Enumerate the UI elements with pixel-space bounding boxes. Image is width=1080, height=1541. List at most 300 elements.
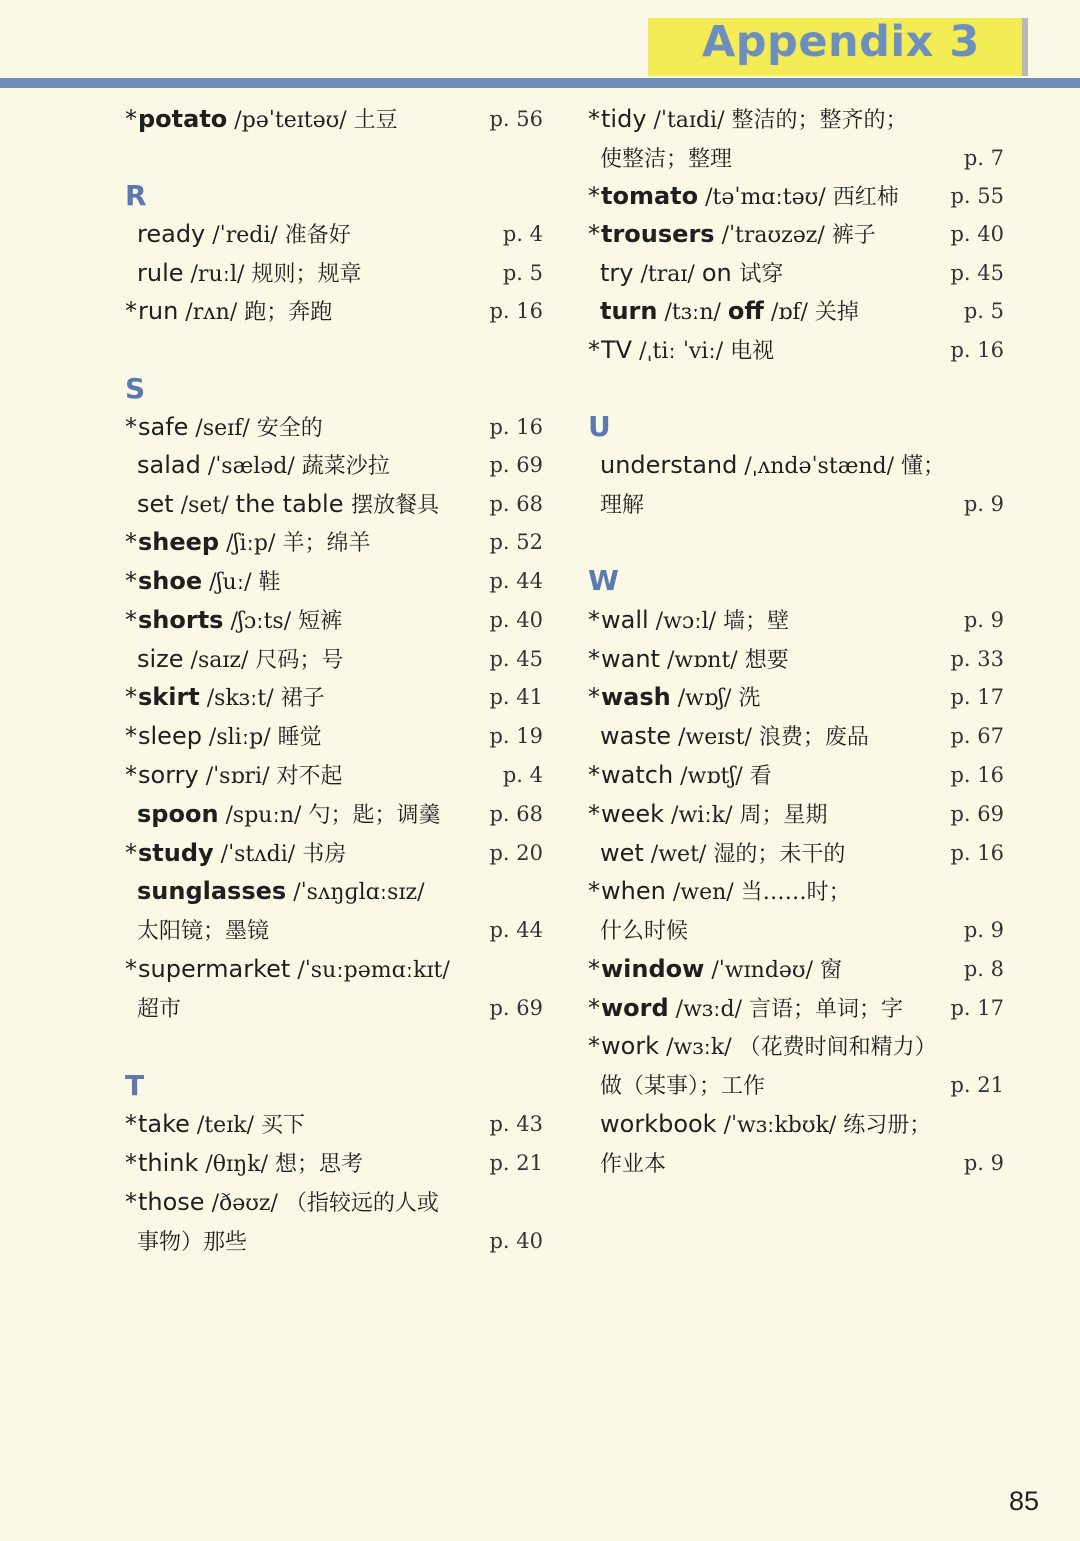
entry-text xyxy=(125,1223,247,1261)
core-word-asterisk: * xyxy=(125,606,137,634)
core-word-asterisk: * xyxy=(125,105,137,133)
page-reference: p. 20 xyxy=(489,841,543,865)
entry-text xyxy=(588,140,732,178)
entry-text xyxy=(125,524,370,562)
page-reference: p. 7 xyxy=(963,146,1004,170)
headword: sleep xyxy=(138,722,202,750)
headword: understand xyxy=(600,451,738,479)
entry-text xyxy=(125,873,425,911)
core-word-asterisk: * xyxy=(588,105,600,133)
glossary-entry xyxy=(125,409,543,445)
chinese-meaning: 什么时候 xyxy=(600,919,689,944)
glossary-entry xyxy=(588,178,1004,214)
phonetic: /ˌtiː ˈviː/ xyxy=(632,339,731,364)
chinese-meaning: 裙子 xyxy=(280,686,325,711)
chinese-meaning: 太阳镜；墨镜 xyxy=(137,919,270,944)
entry-text xyxy=(588,293,859,331)
phonetic: /wen/ xyxy=(665,880,741,905)
glossary-entry xyxy=(588,332,1004,368)
entry-continuation xyxy=(125,990,543,1026)
page-reference: p. 16 xyxy=(950,841,1004,865)
page-reference: p. 21 xyxy=(950,1073,1004,1097)
chinese-meaning: 规则；规章 xyxy=(251,262,362,287)
core-word-asterisk: * xyxy=(588,606,600,634)
glossary-entry xyxy=(125,563,543,599)
headword: spoon xyxy=(137,800,219,828)
chinese-meaning: 想要 xyxy=(744,648,789,673)
headword: workbook xyxy=(600,1110,717,1138)
glossary-entry xyxy=(588,101,1004,137)
chinese-meaning: （指较远的人或 xyxy=(284,1191,439,1216)
entry-text xyxy=(588,216,876,254)
entry-text xyxy=(588,332,774,370)
chinese-meaning: 短裤 xyxy=(298,609,343,634)
phonetic: /ˈtraʊzəz/ xyxy=(714,223,832,248)
section-letter-text: S xyxy=(125,372,146,405)
page-reference: p. 52 xyxy=(489,530,543,554)
glossary-entry xyxy=(125,447,543,483)
entry-text xyxy=(125,563,281,601)
chinese-meaning: （花费时间和精力） xyxy=(738,1035,937,1060)
entry-text xyxy=(588,1028,937,1066)
entry-text xyxy=(125,1145,363,1183)
phonetic: /spuːn/ xyxy=(218,803,309,828)
headword: waste xyxy=(600,722,672,750)
entry-text xyxy=(125,796,440,834)
headword: tidy xyxy=(601,105,647,133)
chinese-meaning: 湿的；未干的 xyxy=(713,842,846,867)
glossary-entry xyxy=(125,679,543,715)
glossary-entry xyxy=(125,293,543,329)
page-reference: p. 69 xyxy=(489,996,543,1020)
core-word-asterisk: * xyxy=(125,683,137,711)
entry-text xyxy=(125,641,343,679)
headword: shorts xyxy=(138,606,224,634)
phonetic: /ˈsʌŋɡlɑːsɪz/ xyxy=(286,880,425,905)
phonetic: /weɪst/ xyxy=(671,725,759,750)
entry-continuation xyxy=(125,912,543,948)
headword: potato xyxy=(138,105,228,133)
chinese-meaning: 整洁的；整齐的； xyxy=(731,108,908,133)
chinese-meaning: 周；星期 xyxy=(739,803,828,828)
page-reference: p. 68 xyxy=(489,802,543,826)
page-reference: p. 9 xyxy=(963,608,1004,632)
headword: those xyxy=(138,1188,205,1216)
headword: wash xyxy=(601,683,671,711)
entry-text xyxy=(588,912,688,950)
section-letter xyxy=(125,178,543,214)
headword: set xyxy=(137,490,174,518)
glossary-entry xyxy=(588,447,1004,483)
phonetic: /ˈredi/ xyxy=(205,223,285,248)
page-reference: p. 4 xyxy=(502,222,543,246)
entry-continuation xyxy=(588,486,1004,522)
chinese-meaning: 摆放餐具 xyxy=(351,493,440,518)
chinese-meaning: 墙；壁 xyxy=(723,609,790,634)
phonetic: /ˈwɜːkbʊk/ xyxy=(716,1113,844,1138)
phonetic: /ʃɔːts/ xyxy=(223,609,299,634)
page-reference: p. 40 xyxy=(950,222,1004,246)
headword: take xyxy=(138,1110,190,1138)
entry-text xyxy=(125,757,343,795)
glossary-entry xyxy=(588,951,1004,987)
entry-text xyxy=(588,447,945,485)
glossary-entry xyxy=(588,718,1004,754)
glossary-entry xyxy=(588,835,1004,871)
phonetic: /ˈsɒri/ xyxy=(198,764,277,789)
chinese-meaning: 试穿 xyxy=(739,262,784,287)
entry-text xyxy=(588,873,851,911)
chinese-meaning: 超市 xyxy=(137,997,182,1022)
glossary-entry xyxy=(125,796,543,832)
chinese-meaning: 洗 xyxy=(738,686,761,711)
chinese-meaning: 理解 xyxy=(600,493,645,518)
section-letter xyxy=(588,409,1004,445)
page-reference: p. 4 xyxy=(502,763,543,787)
glossary-entry xyxy=(125,951,543,987)
phonetic: /traɪ/ xyxy=(633,262,702,287)
chinese-meaning: 勺；匙；调羹 xyxy=(308,803,441,828)
glossary-entry xyxy=(588,990,1004,1026)
phonetic: /wɒnt/ xyxy=(659,648,745,673)
headword: run xyxy=(138,297,179,325)
headword: wall xyxy=(601,606,649,634)
section-letter xyxy=(588,563,1004,599)
core-word-asterisk: * xyxy=(125,761,137,789)
phonetic: /wet/ xyxy=(643,842,714,867)
headword: turn xyxy=(600,297,658,325)
headword: sorry xyxy=(138,761,199,789)
phonetic: /ɒf/ xyxy=(763,300,815,325)
page-reference: p. 21 xyxy=(489,1151,543,1175)
headword: sheep xyxy=(138,528,220,556)
phonetic: /ʃiːp/ xyxy=(219,531,283,556)
phonetic: /ˈstʌdi/ xyxy=(213,842,303,867)
glossary-entry xyxy=(588,796,1004,832)
core-word-asterisk: * xyxy=(588,645,600,673)
entry-text xyxy=(588,101,908,139)
core-word-asterisk: * xyxy=(125,839,137,867)
phonetic: /təˈmɑːtəʊ/ xyxy=(698,185,833,210)
entry-text xyxy=(588,602,789,640)
entry-text xyxy=(125,216,351,254)
chinese-meaning: 书房 xyxy=(302,842,347,867)
page-number: 85 xyxy=(1009,1486,1040,1516)
page-reference: p. 41 xyxy=(489,685,543,709)
chinese-meaning: 鞋 xyxy=(258,570,281,595)
entry-text xyxy=(588,951,842,989)
page-reference: p. 44 xyxy=(489,918,543,942)
page-reference: p. 5 xyxy=(502,261,543,285)
entry-text xyxy=(588,1106,931,1144)
glossary-entry xyxy=(588,873,1004,909)
glossary-entry xyxy=(588,293,1004,329)
core-word-asterisk: * xyxy=(125,955,137,983)
chinese-meaning: 当……时； xyxy=(740,880,851,905)
entry-text xyxy=(588,178,899,216)
headword: skirt xyxy=(138,683,200,711)
entry-continuation xyxy=(588,1067,1004,1103)
chinese-meaning: 睡觉 xyxy=(277,725,322,750)
glossary-entry xyxy=(125,216,543,252)
chinese-meaning: 土豆 xyxy=(353,108,398,133)
phonetic: /ðəʊz/ xyxy=(204,1191,285,1216)
phonetic: /ˈtaɪdi/ xyxy=(646,108,732,133)
glossary-entry xyxy=(588,1028,1004,1064)
glossary-entry xyxy=(125,524,543,560)
phonetic: /wɜːk/ xyxy=(659,1035,739,1060)
headword: week xyxy=(601,800,665,828)
glossary-entry xyxy=(125,757,543,793)
entry-text xyxy=(588,641,789,679)
phonetic: /ˈsæləd/ xyxy=(200,454,302,479)
section-letter-text: T xyxy=(125,1069,145,1102)
core-word-asterisk: * xyxy=(125,1110,137,1138)
chinese-meaning: 准备好 xyxy=(284,223,351,248)
page-reference: p. 16 xyxy=(489,299,543,323)
headword: window xyxy=(601,955,705,983)
entry-text xyxy=(588,486,644,524)
core-word-asterisk: * xyxy=(125,567,137,595)
page-reference: p. 8 xyxy=(963,957,1004,981)
phonetic: /ˈwɪndəʊ/ xyxy=(704,958,820,983)
phonetic: /skɜːt/ xyxy=(199,686,281,711)
chinese-meaning: 买下 xyxy=(260,1113,305,1138)
core-word-asterisk: * xyxy=(588,800,600,828)
chinese-meaning: 看 xyxy=(749,764,772,789)
page-reference: p. 9 xyxy=(963,492,1004,516)
core-word-asterisk: * xyxy=(588,877,600,905)
page-reference: p. 67 xyxy=(950,724,1004,748)
glossary-entry xyxy=(125,1106,543,1142)
chinese-meaning: 作业本 xyxy=(600,1152,667,1177)
entry-text xyxy=(125,679,325,717)
page-reference: p. 55 xyxy=(950,184,1004,208)
section-letter-text: W xyxy=(588,564,619,597)
core-word-asterisk: * xyxy=(588,220,600,248)
headword: watch xyxy=(601,761,674,789)
phonetic: /ˌʌndəˈstænd/ xyxy=(737,454,902,479)
headword: size xyxy=(137,645,184,673)
core-word-asterisk: * xyxy=(125,528,137,556)
headword: want xyxy=(601,645,660,673)
chinese-meaning: 尺码；号 xyxy=(255,648,344,673)
headword: wet xyxy=(600,839,644,867)
entry-text xyxy=(125,486,439,524)
entry-continuation xyxy=(588,912,1004,948)
phonetic: /teɪk/ xyxy=(189,1113,261,1138)
page-reference: p. 5 xyxy=(963,299,1004,323)
page-reference: p. 17 xyxy=(950,996,1004,1020)
page-reference: p. 43 xyxy=(489,1112,543,1136)
headword: supermarket xyxy=(138,955,291,983)
page-reference: p. 69 xyxy=(950,802,1004,826)
entry-text xyxy=(125,293,332,331)
headword: study xyxy=(138,839,214,867)
entry-text xyxy=(125,1106,305,1144)
core-word-asterisk: * xyxy=(125,1149,137,1177)
chinese-meaning: 使整洁；整理 xyxy=(600,147,733,172)
section-letter-text: U xyxy=(588,410,611,443)
chinese-meaning: 电视 xyxy=(730,339,775,364)
entry-text xyxy=(588,796,828,834)
headword: think xyxy=(138,1149,199,1177)
headword: word xyxy=(601,994,669,1022)
page-reference: p. 9 xyxy=(963,1151,1004,1175)
entry-text xyxy=(588,990,903,1028)
appendix-title: Appendix 3 xyxy=(702,17,980,67)
headword: try xyxy=(600,259,634,287)
glossary-entry xyxy=(588,757,1004,793)
entry-continuation xyxy=(588,1145,1004,1181)
page-reference: p. 16 xyxy=(950,763,1004,787)
entry-text xyxy=(588,679,760,717)
chinese-meaning: 蔬菜沙拉 xyxy=(301,454,390,479)
phonetic: /wiːk/ xyxy=(664,803,740,828)
page-reference: p. 56 xyxy=(489,107,543,131)
entry-text xyxy=(125,990,181,1028)
entry-text xyxy=(588,1145,666,1183)
page-reference: p. 19 xyxy=(489,724,543,748)
entry-text xyxy=(125,101,398,139)
entry-text xyxy=(125,718,322,756)
entry-text xyxy=(588,718,869,756)
glossary-entry xyxy=(588,679,1004,715)
page-reference: p. 40 xyxy=(489,1229,543,1253)
chinese-meaning: 安全的 xyxy=(256,416,323,441)
core-word-asterisk: * xyxy=(588,336,600,364)
glossary-entry xyxy=(125,873,543,909)
entry-continuation xyxy=(125,1223,543,1259)
headword: tomato xyxy=(601,182,699,210)
entry-text xyxy=(125,1184,439,1222)
phonetic: /wɒtʃ/ xyxy=(673,764,750,789)
page-reference: p. 16 xyxy=(950,338,1004,362)
phonetic: /wɔːl/ xyxy=(648,609,724,634)
glossary-entry xyxy=(125,486,543,522)
entry-text xyxy=(125,602,342,640)
glossary-entry xyxy=(588,641,1004,677)
chinese-meaning: 懂； xyxy=(901,454,946,479)
headword: trousers xyxy=(601,220,715,248)
entry-text xyxy=(588,255,783,293)
page-reference: p. 17 xyxy=(950,685,1004,709)
entry-continuation xyxy=(588,140,1004,176)
phonetic: /pəˈteɪtəʊ/ xyxy=(227,108,354,133)
chinese-meaning: 想；思考 xyxy=(275,1152,364,1177)
page-reference: p. 16 xyxy=(489,415,543,439)
section-letter xyxy=(125,371,543,407)
phonetic: /tɜːn/ xyxy=(657,300,728,325)
chinese-meaning: 浪费；废品 xyxy=(758,725,869,750)
entry-text xyxy=(125,255,361,293)
phonetic: /wɜːd/ xyxy=(668,997,750,1022)
page-reference: p. 9 xyxy=(963,918,1004,942)
headword: salad xyxy=(137,451,201,479)
chinese-meaning: 做（某事）；工作 xyxy=(600,1074,766,1099)
glossary-entry xyxy=(125,255,543,291)
section-letter-text: R xyxy=(125,179,147,212)
entry-text xyxy=(125,447,390,485)
glossary-entry xyxy=(588,216,1004,252)
chinese-meaning: 对不起 xyxy=(276,764,343,789)
core-word-asterisk: * xyxy=(125,722,137,750)
phonetic: /ʃuː/ xyxy=(202,570,259,595)
chinese-meaning: 事物）那些 xyxy=(137,1230,248,1255)
core-word-asterisk: * xyxy=(588,1032,600,1060)
headword: safe xyxy=(138,413,189,441)
core-word-asterisk: * xyxy=(125,413,137,441)
page-reference: p. 69 xyxy=(489,453,543,477)
chinese-meaning: 跑；奔跑 xyxy=(244,300,333,325)
core-word-asterisk: * xyxy=(125,297,137,325)
chinese-meaning: 练习册； xyxy=(843,1113,932,1138)
section-letter xyxy=(125,1068,543,1104)
page-reference: p. 68 xyxy=(489,492,543,516)
glossary-entry xyxy=(125,1145,543,1181)
phonetic: /saɪz/ xyxy=(183,648,256,673)
chinese-meaning: 羊；绵羊 xyxy=(282,531,371,556)
chinese-meaning: 裤子 xyxy=(831,223,876,248)
phonetic: /ruːl/ xyxy=(183,262,252,287)
phonetic: /wɒʃ/ xyxy=(670,686,739,711)
phrase-part: the table xyxy=(235,490,352,518)
core-word-asterisk: * xyxy=(588,955,600,983)
headword: work xyxy=(601,1032,660,1060)
entry-text xyxy=(588,757,772,795)
phonetic: /sliːp/ xyxy=(201,725,278,750)
header-band xyxy=(0,78,1080,88)
glossary-entry xyxy=(125,835,543,871)
entry-text xyxy=(125,409,323,447)
phrase-part: on xyxy=(701,259,740,287)
headword: sunglasses xyxy=(137,877,287,905)
phrase-part: off xyxy=(727,297,764,325)
headword: rule xyxy=(137,259,184,287)
page-reference: p. 45 xyxy=(950,261,1004,285)
chinese-meaning: 西红柿 xyxy=(832,185,899,210)
entry-text xyxy=(125,912,269,950)
glossary-entry xyxy=(125,602,543,638)
phonetic: /seɪf/ xyxy=(188,416,257,441)
glossary-entry xyxy=(125,641,543,677)
entry-text xyxy=(588,835,845,873)
chinese-meaning: 窗 xyxy=(819,958,842,983)
core-word-asterisk: * xyxy=(588,761,600,789)
glossary-entry xyxy=(588,1106,1004,1142)
chinese-meaning: 关掉 xyxy=(814,300,859,325)
glossary-entry xyxy=(125,718,543,754)
core-word-asterisk: * xyxy=(125,1188,137,1216)
page-reference: p. 33 xyxy=(950,647,1004,671)
phonetic: /ˈsuːpəmɑːkɪt/ xyxy=(290,958,450,983)
chinese-meaning: 言语；单词；字 xyxy=(749,997,904,1022)
headword: shoe xyxy=(138,567,203,595)
headword: ready xyxy=(137,220,206,248)
glossary-entry xyxy=(588,602,1004,638)
core-word-asterisk: * xyxy=(588,683,600,711)
phonetic: /set/ xyxy=(173,493,236,518)
core-word-asterisk: * xyxy=(588,182,600,210)
entry-text xyxy=(125,835,346,873)
phonetic: /θɪŋk/ xyxy=(198,1152,275,1177)
glossary-entry xyxy=(125,1184,543,1220)
entry-text xyxy=(588,1067,765,1105)
core-word-asterisk: * xyxy=(588,994,600,1022)
entry-text xyxy=(125,951,450,989)
glossary-entry xyxy=(125,101,543,137)
phonetic: /rʌn/ xyxy=(178,300,245,325)
